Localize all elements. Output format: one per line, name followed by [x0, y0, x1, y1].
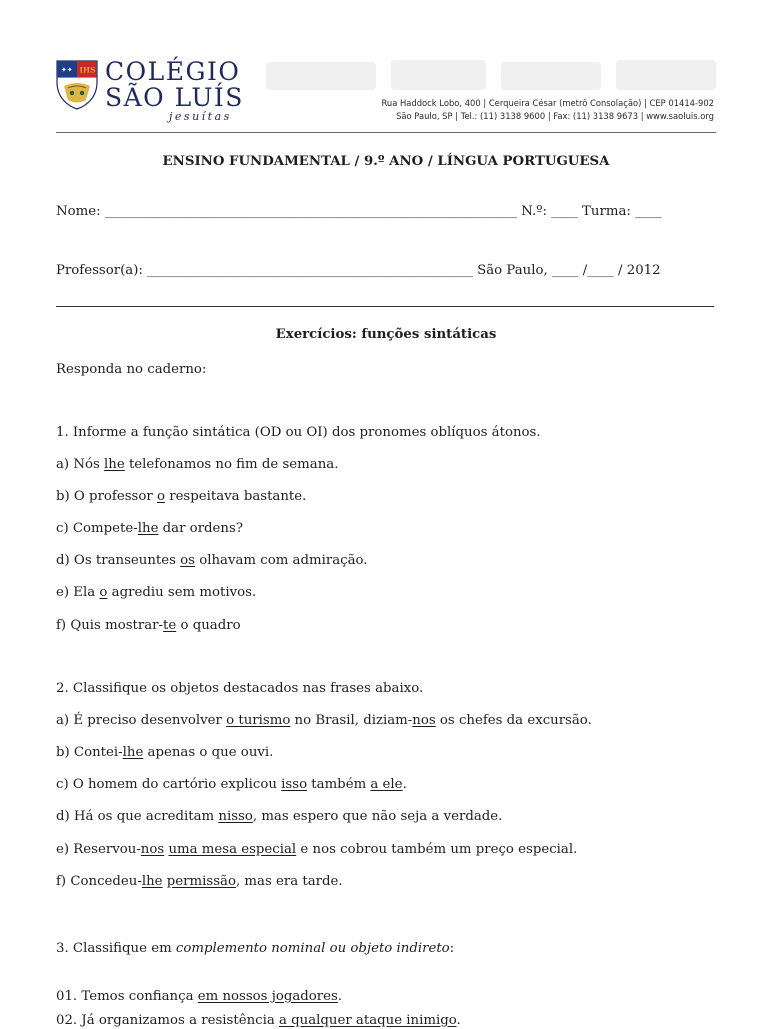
instruction: Responda no caderno:	[56, 362, 207, 377]
section2-item: d) Há os que acreditam nisso, mas espero que não seja a verdade.	[56, 809, 503, 824]
section2-item: b) Contei-lhe apenas o que ouvi.	[56, 745, 274, 760]
section1-heading: 1. Informe a função sintática (OD ou OI) dos pronomes oblíquos átonos.	[56, 425, 541, 440]
doc-title: ENSINO FUNDAMENTAL / 9.º ANO / LÍNGUA PORTUGUESA	[162, 154, 610, 169]
brand-subtitle: jesuítas	[169, 110, 232, 123]
letterhead	[56, 58, 716, 134]
section2-item: e) Reservou-nos uma mesa especial e nos cobrou também um preço especial.	[56, 842, 578, 857]
section2-heading: 2. Classifique os objetos destacados nas frases abaixo.	[56, 681, 424, 696]
school-crest-logo	[56, 60, 98, 110]
header-divider	[56, 132, 716, 133]
section3-item: 01. Temos confiança em nossos jogadores.	[56, 989, 343, 1004]
address-line-2: São Paulo, SP | Tel.: (11) 3138 9600 | Fax: (11) 3138 9673 | www.saoluis.org	[396, 111, 714, 121]
crest-monogram: IHS	[79, 65, 96, 75]
section1-item: a) Nós lhe telefonamos no fim de semana.	[56, 457, 339, 472]
section2-item: f) Concedeu-lhe permissão, mas era tarde.	[56, 874, 343, 889]
section3-heading: 3. Classifique em complemento nominal ou objeto indireto:	[56, 941, 455, 956]
brand-name-line1: COLÉGIO	[105, 57, 241, 86]
brand-name-line2: SÃO LUÍS	[105, 83, 244, 112]
exercise-title: Exercícios: funções sintáticas	[275, 327, 497, 342]
school-address	[381, 97, 714, 123]
section1-item: f) Quis mostrar-te o quadro	[56, 618, 241, 633]
separator-rule	[56, 306, 714, 307]
teacher-date-line: Professor(a): _________________________________________________ São Paulo, ____ /____ / 2012	[56, 263, 661, 278]
section1-item: b) O professor o respeitava bastante.	[56, 489, 307, 504]
svg-text:✦✦: ✦✦	[61, 66, 73, 74]
section2-item: a) É preciso desenvolver o turismo no Brasil, diziam-nos os chefes da excursão.	[56, 713, 592, 728]
section1-item: c) Compete-lhe dar ordens?	[56, 521, 243, 536]
section1-item: e) Ela o agrediu sem motivos.	[56, 585, 257, 600]
section2-item: c) O homem do cartório explicou isso também a ele.	[56, 777, 407, 792]
address-line-1: Rua Haddock Lobo, 400 | Cerqueira César (metrô Consolação) | CEP 01414-902	[381, 98, 714, 108]
student-name-line: Nome: ______________________________________________________________ N.º: ____ Turma: ____	[56, 204, 662, 219]
letterhead-watermark	[266, 58, 716, 94]
section3-item: 02. Já organizamos a resistência a qualquer ataque inimigo.	[56, 1013, 461, 1028]
section1-item: d) Os transeuntes os olhavam com admiração.	[56, 553, 368, 568]
